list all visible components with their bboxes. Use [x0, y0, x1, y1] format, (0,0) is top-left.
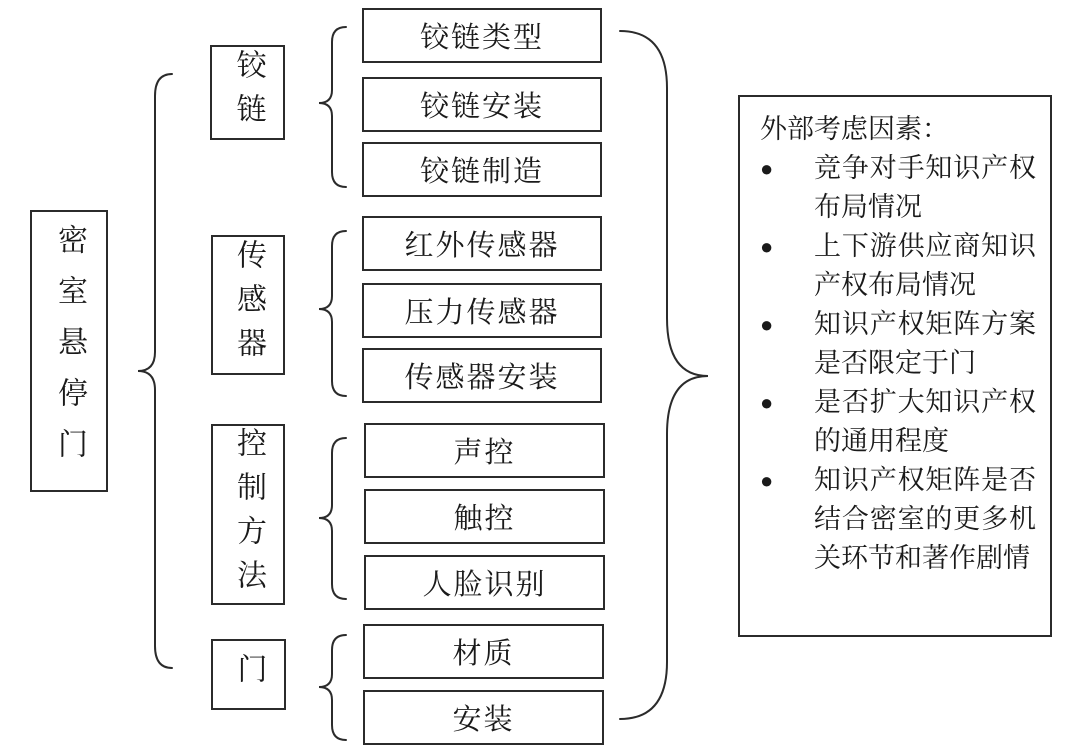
leaf-label: 触控: [453, 503, 516, 535]
leaf-label: 声控: [453, 437, 516, 469]
leaf-node-voice-control: [364, 423, 605, 478]
leaf-node-touch-control: [364, 489, 605, 544]
external-factor-item: [760, 461, 1036, 578]
external-factor-item: [760, 149, 1036, 227]
leaf-node-hinge-manufacture: [362, 142, 602, 197]
leaf-node-hinge-type: [362, 8, 602, 63]
leaf-label: 材质: [452, 638, 515, 670]
external-factors-title: 外部考虑因素：: [760, 114, 949, 144]
leaf-label: 人脸识别: [422, 569, 547, 601]
external-factor-text: 知识产权矩阵是否结合密室的更多机关环节和著作剧情: [814, 465, 1036, 573]
category-label: 传感器: [232, 239, 265, 371]
leaf-label: 铰链类型: [419, 22, 544, 54]
external-factor-item: [760, 305, 1036, 383]
leaf-node-sensor-install: [362, 348, 602, 403]
external-factor-text: 知识产权矩阵方案是否限定于门: [814, 309, 1036, 378]
leaf-node-material: [363, 624, 604, 679]
category-node-sensor: [211, 235, 285, 375]
external-factor-item: [760, 383, 1036, 461]
external-brace: [620, 31, 708, 719]
category-label: 控制方法: [232, 426, 265, 603]
door-brace: [319, 635, 346, 740]
category-label: 门: [232, 652, 266, 697]
category-node-control-method: [211, 424, 285, 605]
leaf-node-install: [363, 690, 604, 745]
external-factor-text: 上下游供应商知识产权布局情况: [814, 231, 1036, 300]
leaf-node-hinge-install: [362, 77, 602, 132]
external-factor-item: [760, 227, 1036, 305]
hinge-brace: [319, 27, 346, 187]
leaf-node-infrared-sensor: [362, 216, 602, 271]
bullet-icon: ●: [760, 234, 774, 259]
bullet-icon: ●: [760, 468, 774, 493]
category-label: 铰链: [231, 48, 265, 137]
leaf-node-pressure-sensor: [362, 283, 602, 338]
sensor-brace: [319, 231, 346, 396]
root-brace: [138, 74, 172, 668]
bullet-icon: ●: [760, 312, 774, 337]
leaf-label: 红外传感器: [404, 230, 560, 262]
bullet-icon: ●: [760, 156, 774, 181]
external-factor-text: 竞争对手知识产权布局情况: [814, 153, 1036, 222]
leaf-label: 压力传感器: [404, 297, 560, 329]
leaf-label: 铰链安装: [419, 91, 544, 123]
bullet-icon: ●: [760, 390, 774, 415]
external-factor-text: 是否扩大知识产权的通用程度: [814, 387, 1036, 456]
leaf-label: 传感器安装: [404, 362, 560, 394]
external-factors-box: [738, 95, 1052, 637]
leaf-node-face-recognition: [364, 555, 605, 610]
category-node-hinge: [210, 45, 285, 140]
root-label: 密室悬停门: [53, 223, 86, 479]
leaf-label: 铰链制造: [419, 156, 544, 188]
category-node-door: [211, 639, 286, 710]
control-brace: [319, 438, 346, 599]
root-node: [30, 210, 108, 492]
leaf-label: 安装: [452, 704, 515, 736]
